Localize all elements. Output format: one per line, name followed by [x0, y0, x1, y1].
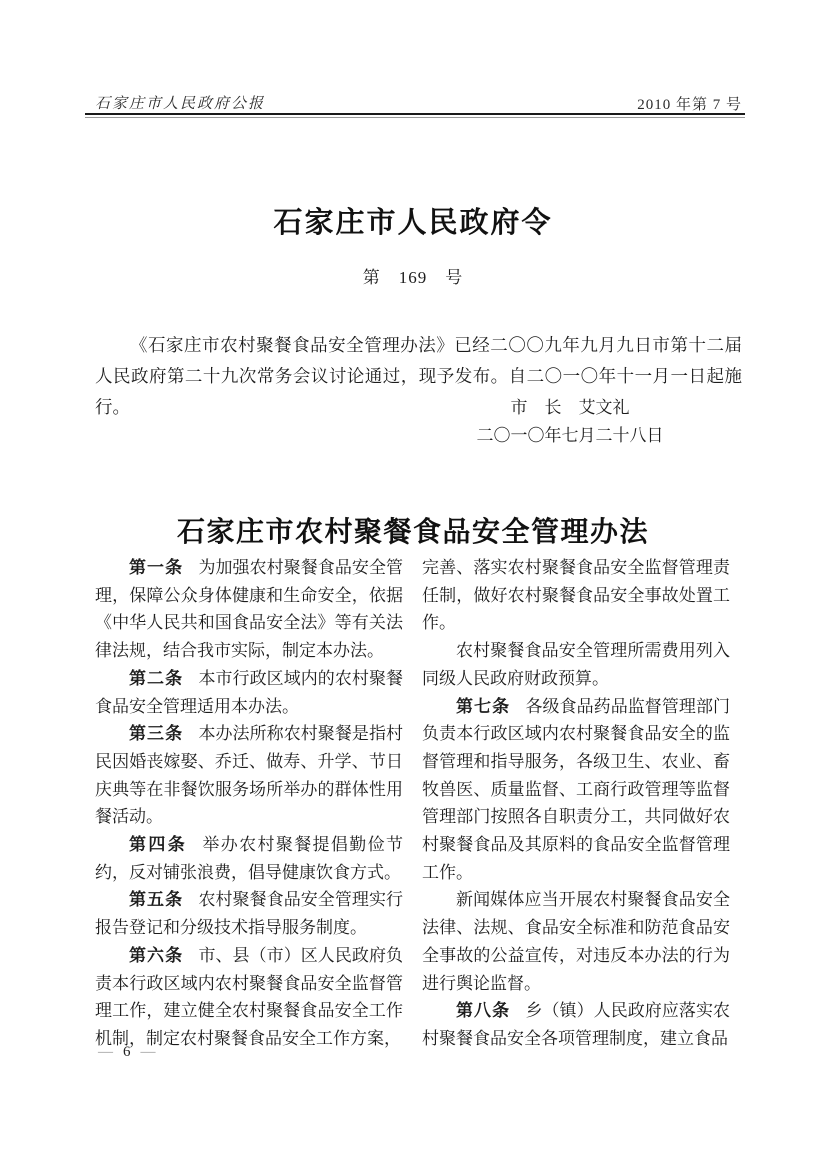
article-text: 新闻媒体应当开展农村聚餐食品安全法律、法规、食品安全标准和防范食品安全事故的公益宣传，对违反本办法的行为进行舆论监督。 [422, 890, 730, 993]
article-number-label: 第八条 [456, 1001, 511, 1021]
decree-title: 石家庄市人民政府令 [273, 207, 553, 240]
article-text: 各级食品药品监督管理部门负责本行政区域内农村聚餐食品安全的监督管理和指导服务，各级卫生、农业、畜牧兽医、质量监督、工商行政管理等监督管理部门按照各自职责分工，共同做好农村聚餐食品及其原料的食品安全监督管理工作。 [422, 696, 731, 882]
article-text: 举办农村聚餐提倡勤俭节约，反对铺张浪费，倡导健康饮食方式。 [95, 835, 404, 882]
article-number-label: 第六条 [129, 945, 184, 965]
article-paragraph [95, 720, 403, 831]
article-paragraph [422, 693, 730, 887]
decree-body-paragraph: 《石家庄市农村聚餐食品安全管理办法》已经二〇〇九年九月九日市第十二届人民政府第二十九次常务会议讨论通过，现予发布。自二〇一〇年十一月一日起施行。 [95, 334, 742, 417]
article-paragraph [95, 831, 403, 886]
article-number-label: 第二条 [129, 668, 184, 688]
article-number-label: 第三条 [129, 724, 184, 744]
article-text: 乡（镇）人民政府应落实农村聚餐食品安全各项管理制度，建立食品 [422, 1001, 731, 1048]
article-text: 本市行政区域内的农村聚餐食品安全管理适用本办法。 [95, 668, 404, 716]
article-paragraph [422, 554, 730, 637]
article-text: 农村聚餐食品安全管理所需费用列入同级人民政府财政预算。 [422, 641, 730, 688]
page-number-left-dash: — [98, 1044, 115, 1060]
left-column [95, 554, 403, 1053]
issue-label: 2010 年第 7 号 [637, 97, 742, 113]
decree-number: 第 169 号 [362, 268, 464, 287]
right-column [422, 554, 730, 1053]
page-number-right-dash: — [140, 1044, 158, 1060]
article-paragraph [95, 554, 403, 665]
article-text: 为加强农村聚餐食品安全管理，保障公众身体健康和生命安全，依据《中华人民共和国食品安全法》等有关法律法规，结合我市实际，制定本办法。 [95, 558, 404, 661]
article-paragraph [95, 886, 403, 941]
header-rule-thin [85, 117, 745, 118]
article-text: 农村聚餐食品安全管理实行报告登记和分级技术指导服务制度。 [95, 890, 404, 938]
article-number-label: 第七条 [456, 696, 511, 716]
article-text: 市、县（市）区人民政府负责本行政区域内农村聚餐食品安全监督管理工作，建立健全农村聚餐食品安全工作机制，制定农村聚餐食品安全工作方案， [95, 945, 404, 1048]
article-paragraph [422, 997, 730, 1052]
article-text: 完善、落实农村聚餐食品安全监督管理责任制，做好农村聚餐食品安全事故处置工作。 [422, 558, 730, 633]
signature-name: 市 长 艾文礼 [510, 398, 630, 417]
regulation-body [95, 554, 730, 1053]
header-rule-thick [85, 113, 745, 115]
article-paragraph [95, 942, 403, 1053]
signature-date: 二〇一〇年七月二十八日 [476, 426, 664, 445]
gazette-title: 石家庄市人民政府公报 [95, 96, 266, 112]
article-number-label: 第四条 [129, 835, 188, 855]
article-paragraph [422, 637, 730, 692]
page-number [90, 1044, 166, 1061]
page-number-value: 6 [123, 1044, 133, 1060]
regulation-title: 石家庄市农村聚餐食品安全管理办法 [176, 517, 649, 549]
article-number-label: 第五条 [129, 890, 184, 910]
article-paragraph [95, 665, 403, 720]
article-text: 本办法所称农村聚餐是指村民因婚丧嫁娶、乔迁、做寿、升学、节日庆典等在非餐饮服务场所举办的群体性用餐活动。 [95, 724, 404, 827]
signature-block [420, 394, 720, 450]
article-number-label: 第一条 [129, 558, 184, 577]
article-paragraph [422, 886, 730, 997]
